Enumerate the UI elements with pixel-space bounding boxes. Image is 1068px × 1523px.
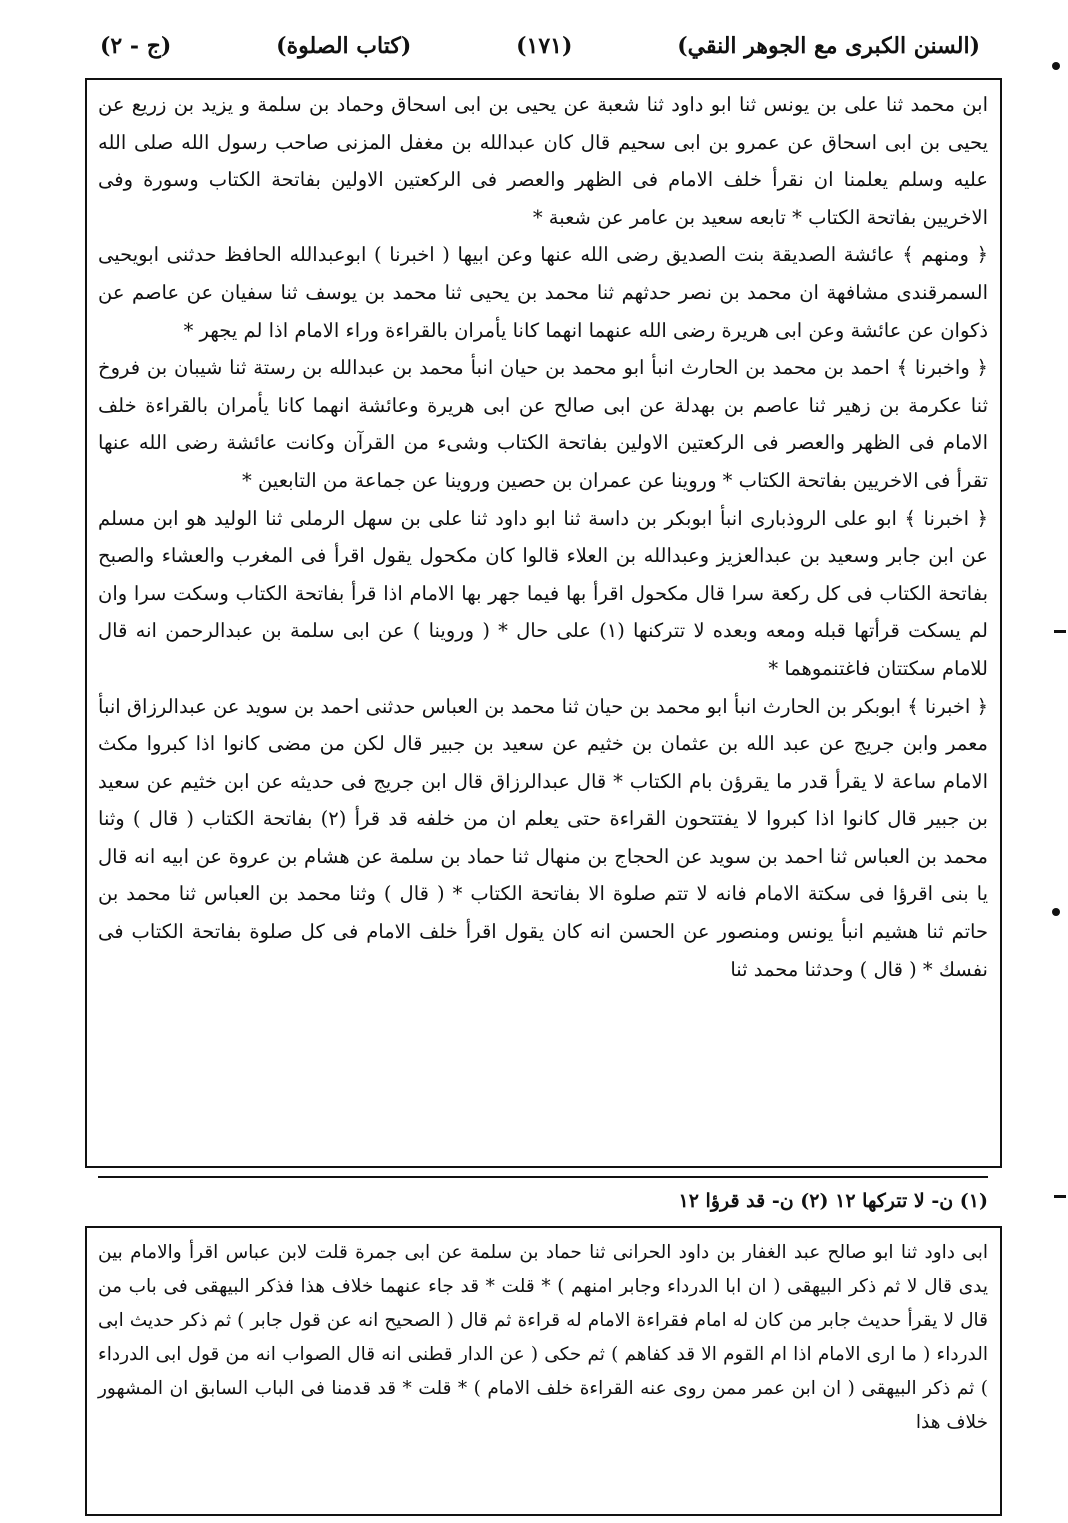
paragraph-5: ﴿ اخبرنا ﴾ ابوبكر بن الحارث انبأ ابو محمد بن حيان ثنا محمد بن العباس حدثنى احمد بن سويد عن عبدالرزاق انبأ معمر وابن جريج عن عبد الله بن عثمان بن خثيم عن سعيد بن جبير قال لكن من مضى كانوا اذا كبروا مكث الامام ساعة لا يقرأ قدر ما يقرؤن بام الكتاب * قال عبدالرزاق قال ابن جريج فى حديثه عن ابن خثيم عن سعيد بن جبير قال كانوا اذا كبروا لا يفتتحون القراءة حتى يعلم ان من خلفه قد قرأ (٢) بفاتحة الكتاب ( قال ) وثنا محمد بن العباس ثنا احمد بن سويد عن الحجاج بن منهال ثنا حماد بن سلمة عن هشام بن عروة عن ابيه انه قال يا بنى اقرؤا فى سكتة الامام فانه لا تتم صلوة الا بفاتحة الكتاب * ( قال ) وثنا محمد بن العباس ثنا محمد بن حاتم ثنا هشيم انبأ يونس ومنصور عن الحسن انه كان يقول اقرأ خلف الامام فى كل صلوة بفاتحة الكتاب فى نفسك * ( قال ) وحدثنا محمد ثنا [98,694,988,981]
margin-mark [1052,908,1060,916]
margin-mark [1054,1195,1066,1198]
footnotes: (١) ن- لا تتركها ١٢ (٢) ن- قد قرؤا ١٢ [678,1190,988,1212]
paragraph-3: ﴿ واخبرنا ﴾ احمد بن محمد بن الحارث انبأ ابو محمد بن حيان انبأ محمد بن عبدالله بن رستة ثنا شيبان بن فروخ ثنا عكرمة بن زهير ثنا عاصم بن بهدلة عن ابى صالح عن ابى هريرة وعائشة انهما كانا يأمران بالقراءة خلف الامام فى الظهر والعصر فى الركعتين الاولين بفاتحة الكتاب وشىء من القرآن وكانت عائشة رضى الله عنها تقرأ فى الاخريين بفاتحة الكتاب * وروينا عن عمران بن حصين وروينا عن جماعة من التابعين * [98,356,988,492]
book-title: (السنن الكبرى مع الجوهر النقي) [677,33,980,59]
paragraph-1: ابن محمد ثنا على بن يونس ثنا ابو داود ثنا شعبة عن يحيى بن ابى اسحاق وحماد بن سلمة و يزيد بن زريع عن يحيى بن ابى اسحاق عن عمرو بن ابى سحيم قال كان عبدالله بن مغفل المزنى صاحب رسول الله صلى الله عليه وسلم يعلمنا ان نقرأ خلف الامام فى الظهر والعصر فى الركعتين الاولين بفاتحة الكتاب وسورة وفى الاخريين بفاتحة الكتاب * تابعه سعيد بن عامر عن شعبة * [98,93,988,229]
annex-paragraph: ابى داود ثنا ابو صالح عبد الغفار بن داود الحرانى ثنا حماد بن سلمة عن ابى جمرة قلت لابن عباس اقرأ والامام بين يدى قال لا ثم ذكر البيهقى ( ان ابا الدرداء وجابر امنهم ) * قلت * قد جاء عنهما خلاف هذا فذكر البيهقى فى باب من قال لا يقرأ حديث جابر من كان له امام فقراءة الامام له قراءة ثم قال ( الصحيح انه عن قول جابر ) ثم ذكر حديث ابى الدرداء ( ما ارى الامام اذا ام القوم الا قد كفاهم ) ثم حكى ( عن الدار قطنى انه قال الصواب انه من قول ابى الدرداء ) ثم ذكر البيهقى ( ان ابن عمر ممن روى عنه القراءة خلف الامام ) * قلت * قد قدمنا فى الباب السابق ان المشهور خلاف هذا [98,1242,988,1433]
page-header [100,28,980,64]
main-text [98,86,988,988]
footnote-divider [98,1176,988,1178]
paragraph-2: ﴿ ومنهم ﴾ عائشة الصديقة بنت الصديق رضى الله عنها وعن ابيها ( اخبرنا ) ابوعبدالله الحافظ حدثنى ابويحيى السمرقندى مشافهة ان محمد بن نصر حدثهم ثنا محمد بن يحيى ثنا محمد بن يوسف ثنا سفيان عن عاصم عن ذكوان عن عائشة وعن ابى هريرة رضى الله عنهما انهما كانا يأمران بالقراءة وراء الامام اذا لم يجهر * [98,243,988,342]
annex-text [98,1236,988,1440]
chapter-title: (كتاب الصلوة) [276,33,412,59]
margin-mark [1054,630,1066,633]
margin-mark [1052,62,1060,70]
page-number: (١٧١) [516,33,573,59]
volume-number: (ج - ٢) [100,33,172,59]
paragraph-4: ﴿ اخبرنا ﴾ ابو على الروذبارى انبأ ابوبكر بن داسة ثنا ابو داود ثنا على بن سهل الرملى ثنا الوليد هو ابن مسلم عن ابن جابر وسعيد بن عبدالعزيز وعبدالله بن العلاء قالوا كان مكحول يقول اقرأ فى المغرب والعشاء والصبح بفاتحة الكتاب فى كل ركعة سرا قال مكحول اقرأ بها فيما جهر بها الامام اذا قرأ بفاتحة الكتاب وسكت سرا وان لم يسكت قرأتها قبله ومعه وبعده لا تتركنها (١) على حال * ( وروينا ) عن ابى سلمة بن عبدالرحمن انه قال للامام سكتتان فاغتنموهما * [98,506,988,680]
